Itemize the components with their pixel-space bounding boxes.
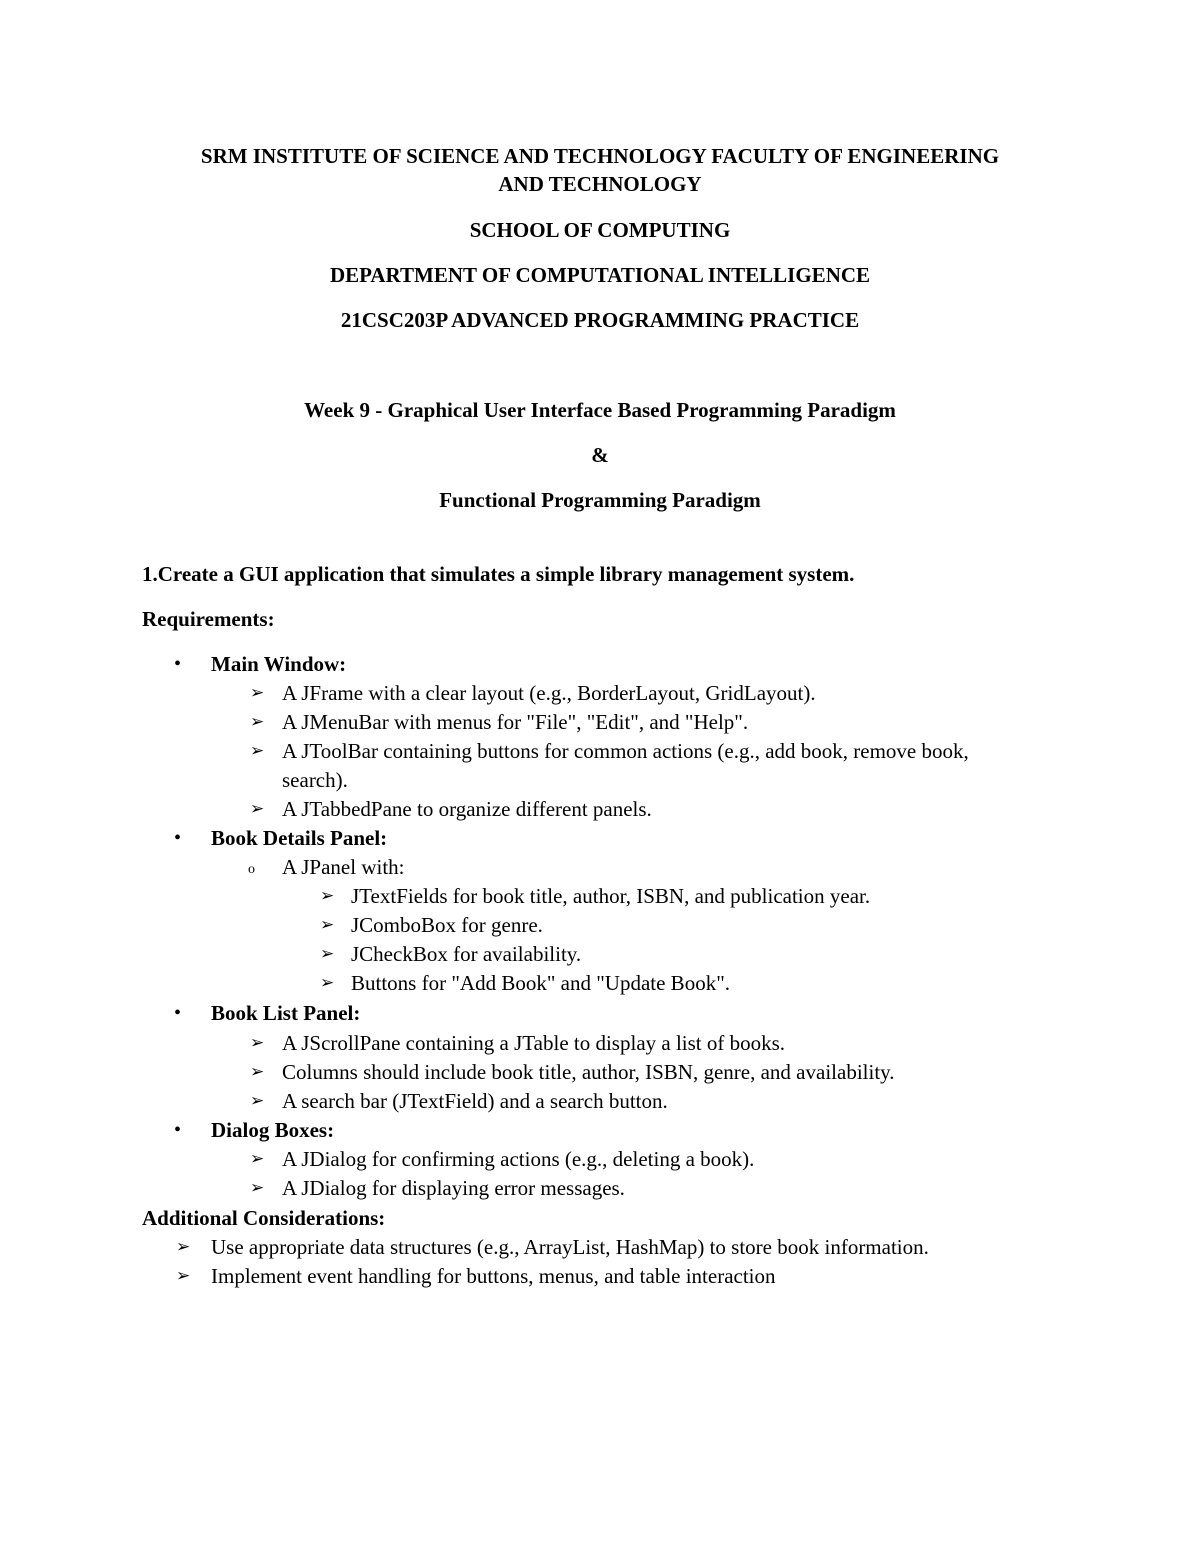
list-item: A JMenuBar with menus for "File", "Edit", and "Help".	[282, 710, 749, 734]
book-details-heading: Book Details Panel:	[211, 826, 388, 850]
arrow-bullet-icon: ➢	[176, 1266, 191, 1285]
institute-title-line2: AND TECHNOLOGY	[498, 172, 702, 196]
week-subtitle: Functional Programming Paradigm	[439, 488, 761, 512]
list-item: A JDialog for displaying error messages.	[282, 1176, 625, 1200]
additional-heading: Additional Considerations:	[142, 1206, 386, 1230]
list-item: Columns should include book title, author, ISBN, genre, and availability.	[282, 1060, 895, 1084]
list-item: A search bar (JTextField) and a search button.	[282, 1089, 668, 1113]
arrow-bullet-icon: ➢	[250, 799, 265, 818]
list-item: A JScrollPane containing a JTable to display a list of books.	[282, 1031, 786, 1055]
book-list-heading: Book List Panel:	[211, 1001, 361, 1025]
dialog-boxes-heading: Dialog Boxes:	[211, 1118, 335, 1142]
bullet-dot-icon: •	[174, 1002, 182, 1024]
bullet-dot-icon: •	[174, 653, 182, 675]
circle-bullet-icon: o	[248, 862, 255, 877]
arrow-bullet-icon: ➢	[320, 886, 335, 905]
list-item: A JFrame with a clear layout (e.g., BorderLayout, GridLayout).	[282, 681, 816, 705]
arrow-bullet-icon: ➢	[250, 1033, 265, 1052]
list-item: JTextFields for book title, author, ISBN, and publication year.	[351, 884, 871, 908]
list-item-continuation: search).	[282, 768, 348, 792]
school-name: SCHOOL OF COMPUTING	[469, 218, 731, 242]
arrow-bullet-icon: ➢	[320, 944, 335, 963]
department-name: DEPARTMENT OF COMPUTATIONAL INTELLIGENCE	[329, 263, 871, 287]
list-item: A JToolBar containing buttons for common actions (e.g., add book, remove book,	[282, 739, 969, 763]
requirements-heading: Requirements:	[142, 607, 275, 631]
main-window-heading: Main Window:	[211, 652, 347, 676]
panel-subitem: A JPanel with:	[282, 855, 405, 879]
arrow-bullet-icon: ➢	[320, 915, 335, 934]
arrow-bullet-icon: ➢	[176, 1237, 191, 1256]
arrow-bullet-icon: ➢	[250, 683, 265, 702]
ampersand: &	[591, 443, 609, 467]
list-item: Implement event handling for buttons, menus, and table interaction	[211, 1264, 776, 1288]
arrow-bullet-icon: ➢	[250, 1149, 265, 1168]
bullet-dot-icon: •	[174, 1119, 182, 1141]
arrow-bullet-icon: ➢	[250, 741, 265, 760]
question-text: 1.Create a GUI application that simulates a simple library management system.	[142, 562, 855, 586]
arrow-bullet-icon: ➢	[250, 1178, 265, 1197]
arrow-bullet-icon: ➢	[250, 712, 265, 731]
arrow-bullet-icon: ➢	[250, 1091, 265, 1110]
list-item: A JDialog for confirming actions (e.g., deleting a book).	[282, 1147, 755, 1171]
list-item: JCheckBox for availability.	[351, 942, 582, 966]
arrow-bullet-icon: ➢	[320, 973, 335, 992]
week-title: Week 9 - Graphical User Interface Based Programming Paradigm	[304, 398, 896, 422]
list-item: Buttons for "Add Book" and "Update Book".	[351, 971, 731, 995]
list-item: Use appropriate data structures (e.g., ArrayList, HashMap) to store book information.	[211, 1235, 929, 1259]
list-item: A JTabbedPane to organize different panels.	[282, 797, 652, 821]
arrow-bullet-icon: ➢	[250, 1062, 265, 1081]
list-item: JComboBox for genre.	[351, 913, 543, 937]
institute-title-line1: SRM INSTITUTE OF SCIENCE AND TECHNOLOGY FACULTY OF ENGINEERING	[200, 144, 1000, 168]
course-title: 21CSC203P ADVANCED PROGRAMMING PRACTICE	[340, 308, 860, 332]
bullet-dot-icon: •	[174, 827, 182, 849]
